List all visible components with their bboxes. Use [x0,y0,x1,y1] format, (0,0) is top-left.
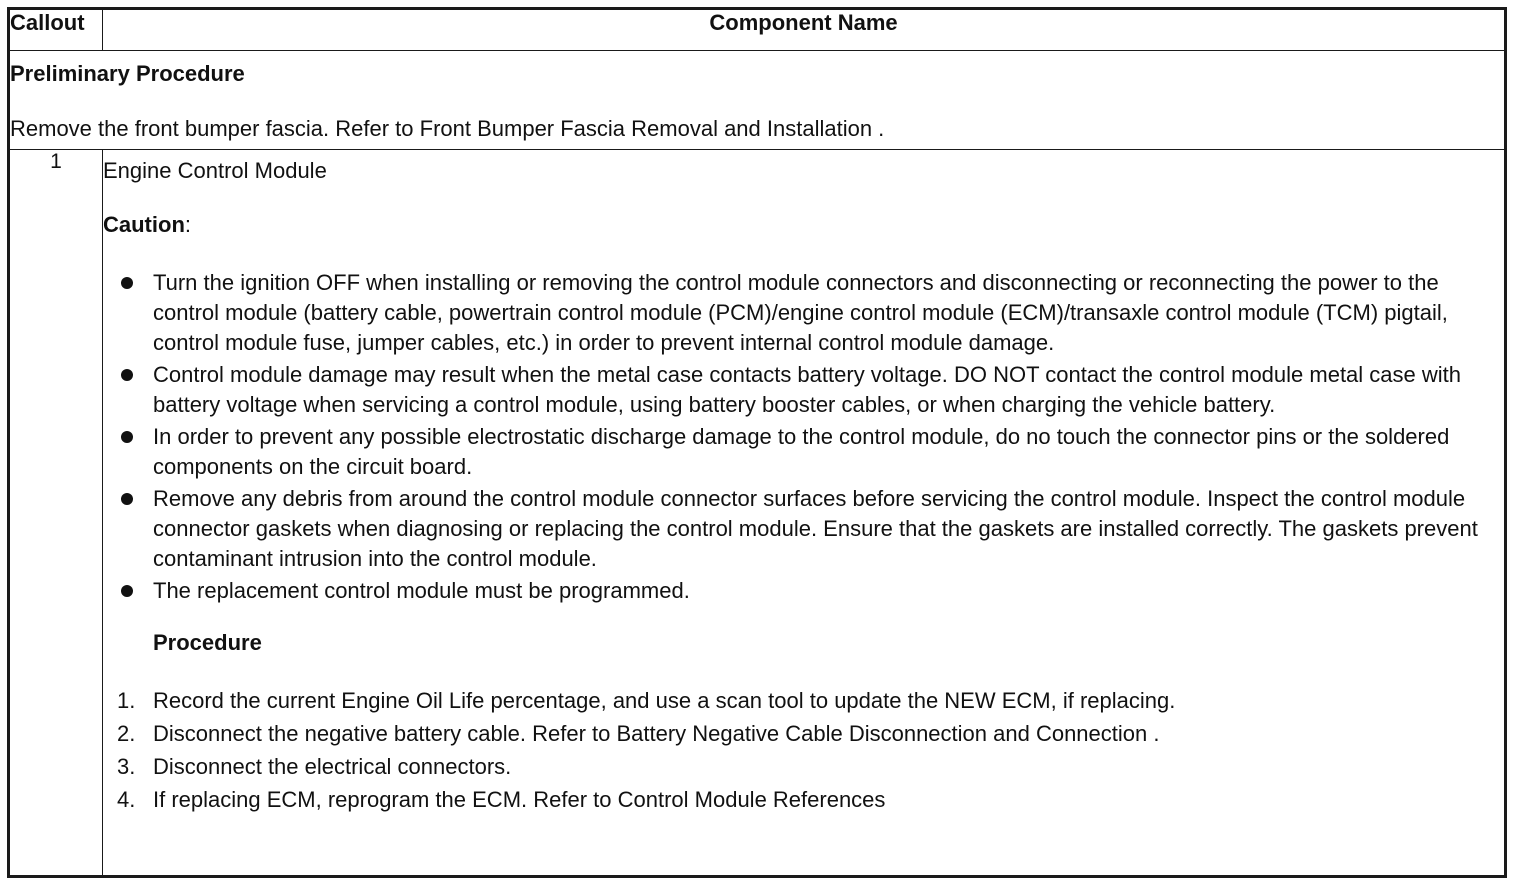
caution-item [103,360,1504,420]
step-item [103,719,1504,749]
caution-text: Remove any debris from around the control module connector surfaces before servicing the control module. Inspect the control module connector gaskets when diagnosing or replacing the control module. Ensure that the gaskets are installed correctly. The gaskets prevent contaminant intrusion into the control module. [153,486,1478,571]
caution-colon: : [184,212,192,237]
caution-text: The replacement control module must be programmed. [153,578,690,603]
caution-text: Control module damage may result when the metal case contacts battery voltage. DO NOT contact the control module metal case with battery voltage when servicing a control module, using battery booster cables, or when charging the vehicle battery. [153,362,1462,417]
procedure-heading: Procedure [153,630,262,655]
procedure-steps [103,686,1504,815]
header-row [9,9,1506,51]
bullet-icon [121,277,133,289]
step-text: Disconnect the electrical connectors. [153,754,512,779]
caution-item [103,268,1504,358]
caution-item [103,576,1504,606]
caution-label: Caution [103,212,185,237]
caution-text: Turn the ignition OFF when installing or removing the control module connectors and disconnecting or reconnecting the power to the control module (battery cable, powertrain control module (PCM)/engine control module (ECM)/transaxle control module (TCM) pigtail, control module fuse, jumper cables, etc.) in order to prevent internal control module damage. [153,270,1448,355]
table-row [9,150,1506,877]
step-number: 2. [117,721,136,746]
step-item [103,785,1504,815]
caution-heading [103,212,1504,238]
step-number: 4. [117,787,136,812]
component-cell [103,150,1506,877]
caution-item [103,484,1504,574]
step-text: Record the current Engine Oil Life percentage, and use a scan tool to update the NEW ECM, if replacing. [153,688,1176,713]
step-text: Disconnect the negative battery cable. Refer to Battery Negative Cable Disconnection and Connection . [153,721,1160,746]
bullet-icon [121,585,133,597]
preliminary-title: Preliminary Procedure [10,61,245,86]
procedure-table [7,7,1507,878]
bullet-icon [121,493,133,505]
step-number: 3. [117,754,136,779]
step-item [103,686,1504,716]
step-number: 1. [117,688,136,713]
preliminary-text: Remove the front bumper fascia. Refer to Front Bumper Fascia Removal and Installation . [10,116,885,141]
preliminary-row [9,51,1506,150]
component-name: Engine Control Module [103,158,327,183]
caution-text: In order to prevent any possible electrostatic discharge damage to the control module, do no touch the connector pins or the soldered components on the circuit board. [153,424,1450,479]
step-text: If replacing ECM, reprogram the ECM. Refer to Control Module References [153,787,886,812]
bullet-icon [121,431,133,443]
caution-item [103,422,1504,482]
bullet-icon [121,369,133,381]
step-item [103,752,1504,782]
header-component-name: Component Name [103,9,1506,51]
preliminary-cell [9,51,1506,150]
callout-number: 1 [9,150,103,877]
header-callout: Callout [9,9,103,51]
caution-list [103,268,1504,606]
